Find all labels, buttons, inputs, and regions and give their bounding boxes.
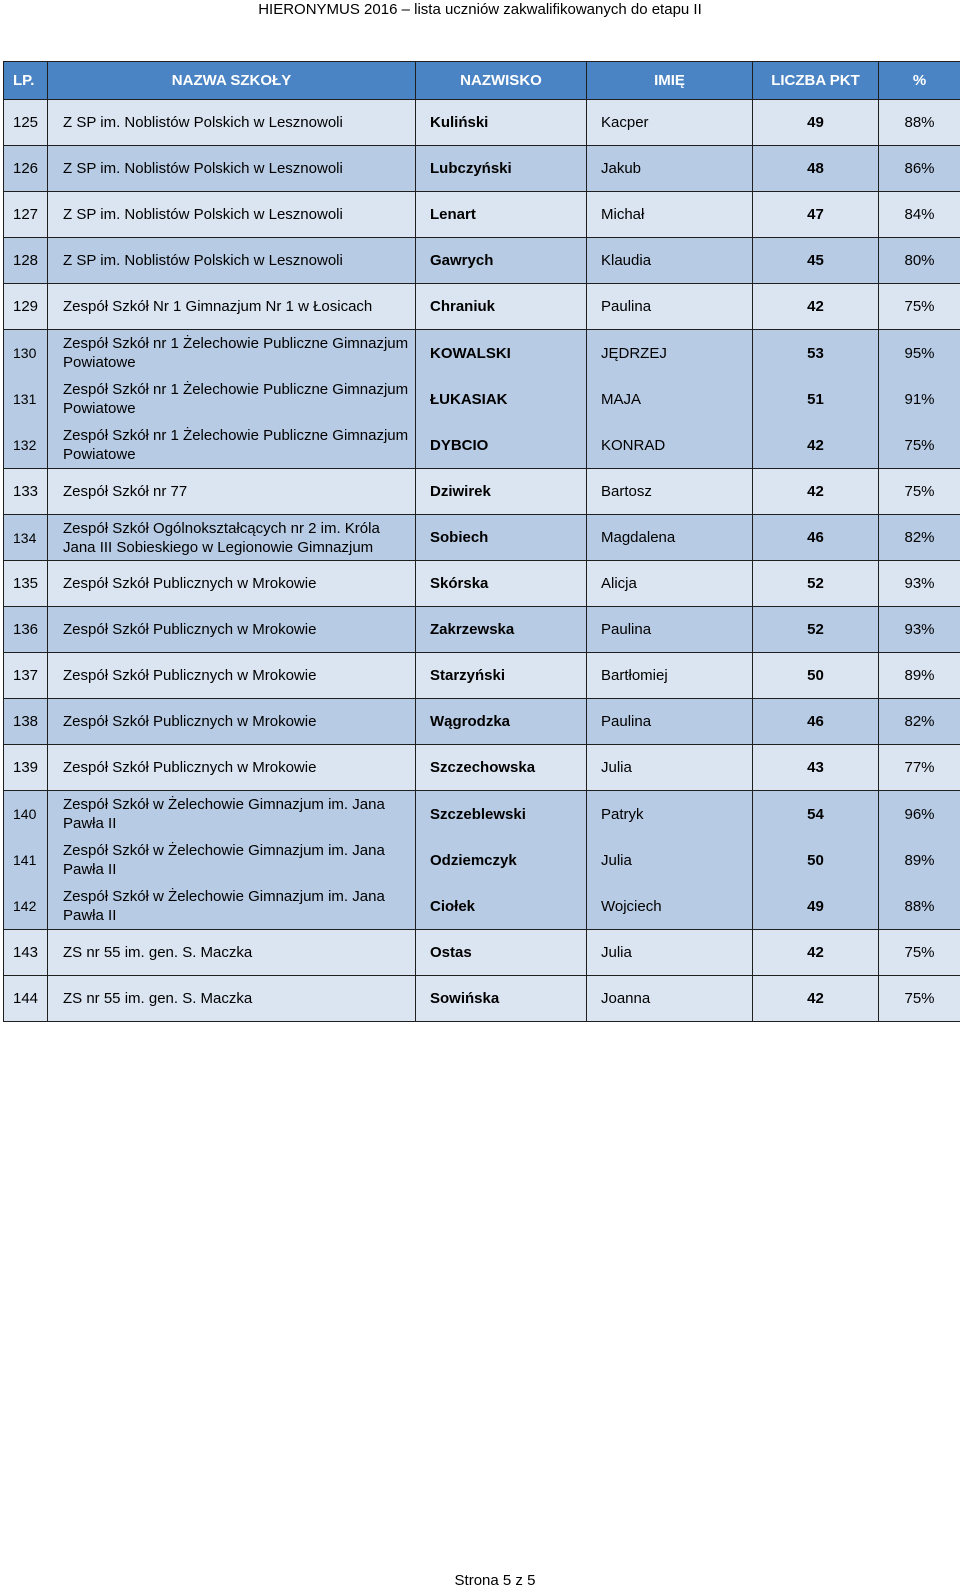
cell-last-name: Dziwirek: [416, 469, 587, 515]
cell-school-group: [48, 330, 416, 469]
cell-lp: 143: [4, 930, 48, 976]
cell-first-name: Bartłomiej: [587, 653, 753, 699]
cell-lp-group: [4, 330, 48, 469]
cell-first-name: Kacper: [587, 100, 753, 146]
cell-first-name: Julia: [587, 745, 753, 791]
cell-points: 46: [753, 699, 879, 745]
table-row: [4, 515, 960, 561]
header-school: NAZWA SZKOŁY: [48, 62, 416, 100]
cell-percent: 82%: [879, 515, 960, 561]
cell-school: Zespół Szkół w Żelechowie Gimnazjum im. Jana Pawła II: [63, 791, 415, 837]
cell-lp: 135: [4, 561, 48, 607]
cell-last-name: Szczechowska: [416, 745, 587, 791]
cell-lp: 134: [4, 515, 48, 561]
cell-last-name: Odziemczyk: [430, 837, 586, 883]
cell-last-name: DYBCIO: [430, 422, 586, 468]
cell-school: ZS nr 55 im. gen. S. Maczka: [48, 930, 416, 976]
cell-school: Zespół Szkół nr 77: [48, 469, 416, 515]
cell-points: 51: [753, 376, 878, 422]
cell-school: Zespół Szkół Publicznych w Mrokowie: [48, 561, 416, 607]
table-row: [4, 284, 960, 330]
cell-school: Zespół Szkół nr 1 Żelechowie Publiczne Gimnazjum Powiatowe: [63, 330, 415, 376]
cell-points: 46: [753, 515, 879, 561]
cell-last-name: Ciołek: [430, 883, 586, 929]
cell-percent: 95%: [879, 330, 960, 376]
cell-percent: 89%: [879, 653, 960, 699]
header-percent: %: [879, 62, 960, 100]
cell-percent: 75%: [879, 976, 960, 1022]
cell-lp: 129: [4, 284, 48, 330]
table-header-row: [4, 62, 960, 100]
table-row-group: [4, 791, 960, 930]
cell-school: Zespół Szkół Publicznych w Mrokowie: [48, 607, 416, 653]
cell-percent: 75%: [879, 284, 960, 330]
cell-points: 42: [753, 930, 879, 976]
cell-last-name: Zakrzewska: [416, 607, 587, 653]
header-points: LICZBA PKT: [753, 62, 879, 100]
cell-points: 50: [753, 837, 878, 883]
cell-school-group: [48, 791, 416, 930]
cell-percent: 80%: [879, 238, 960, 284]
cell-school: Zespół Szkół Publicznych w Mrokowie: [48, 653, 416, 699]
cell-school: Z SP im. Noblistów Polskich w Lesznowoli: [48, 192, 416, 238]
cell-percent: 77%: [879, 745, 960, 791]
cell-lp: 138: [4, 699, 48, 745]
cell-points: 45: [753, 238, 879, 284]
cell-lp: 132: [13, 422, 47, 468]
cell-first-name: Paulina: [587, 699, 753, 745]
header-lp: LP.: [4, 62, 48, 100]
cell-first-name: MAJA: [601, 376, 752, 422]
table-row: [4, 192, 960, 238]
cell-first-name: Joanna: [587, 976, 753, 1022]
cell-school: Z SP im. Noblistów Polskich w Lesznowoli: [48, 238, 416, 284]
cell-last-name: Lenart: [416, 192, 587, 238]
cell-lp: 140: [13, 791, 47, 837]
cell-percent: 88%: [879, 100, 960, 146]
cell-lp: 142: [13, 883, 47, 929]
cell-percent: 88%: [879, 883, 960, 929]
cell-school: Zespół Szkół Nr 1 Gimnazjum Nr 1 w Łosicach: [48, 284, 416, 330]
table-row: [4, 561, 960, 607]
cell-first-name: Paulina: [587, 607, 753, 653]
table-row-group: [4, 330, 960, 469]
cell-points: 53: [753, 330, 878, 376]
cell-percent: 75%: [879, 422, 960, 468]
cell-first-name: Klaudia: [587, 238, 753, 284]
cell-lp-group: [4, 791, 48, 930]
cell-points-group: [753, 791, 879, 930]
table-row: [4, 238, 960, 284]
cell-school: Zespół Szkół Publicznych w Mrokowie: [48, 699, 416, 745]
cell-last-name: Sowińska: [416, 976, 587, 1022]
table-row: [4, 100, 960, 146]
cell-school: Zespół Szkół w Żelechowie Gimnazjum im. Jana Pawła II: [63, 837, 415, 883]
cell-points: 54: [753, 791, 878, 837]
cell-points: 43: [753, 745, 879, 791]
cell-first-name: Wojciech: [601, 883, 752, 929]
cell-lp: 144: [4, 976, 48, 1022]
cell-points: 48: [753, 146, 879, 192]
table-row: [4, 653, 960, 699]
cell-last-name: Starzyński: [416, 653, 587, 699]
cell-last-name: Szczeblewski: [430, 791, 586, 837]
cell-points: 42: [753, 469, 879, 515]
table-row: [4, 607, 960, 653]
cell-points: 52: [753, 561, 879, 607]
cell-points: 42: [753, 976, 879, 1022]
cell-first-name: Julia: [587, 930, 753, 976]
cell-first-name: Michał: [587, 192, 753, 238]
table-row: [4, 930, 960, 976]
cell-last-name: Lubczyński: [416, 146, 587, 192]
table-row: [4, 745, 960, 791]
cell-percent: 96%: [879, 791, 960, 837]
cell-last-name: Gawrych: [416, 238, 587, 284]
document-title: HIERONYMUS 2016 – lista uczniów zakwalifikowanych do etapu II: [0, 0, 960, 22]
table-row: [4, 469, 960, 515]
cell-last-name: KOWALSKI: [430, 330, 586, 376]
cell-first-name: Paulina: [587, 284, 753, 330]
table-row: [4, 146, 960, 192]
cell-school: Zespół Szkół w Żelechowie Gimnazjum im. Jana Pawła II: [63, 883, 415, 929]
cell-lp: 130: [13, 330, 47, 376]
cell-percent: 75%: [879, 469, 960, 515]
cell-percent-group: [879, 791, 960, 930]
cell-percent: 93%: [879, 561, 960, 607]
cell-points: 52: [753, 607, 879, 653]
cell-lp: 133: [4, 469, 48, 515]
cell-first-name: KONRAD: [601, 422, 752, 468]
cell-school: Z SP im. Noblistów Polskich w Lesznowoli: [48, 146, 416, 192]
cell-last-name-group: [416, 330, 587, 469]
cell-school: Zespół Szkół Ogólnokształcących nr 2 im. Króla Jana III Sobieskiego w Legionowie Gimnazjum: [48, 515, 416, 561]
cell-lp: 137: [4, 653, 48, 699]
cell-points: 49: [753, 100, 879, 146]
cell-lp: 127: [4, 192, 48, 238]
cell-first-name: Jakub: [587, 146, 753, 192]
header-last-name: NAZWISKO: [416, 62, 587, 100]
cell-lp: 139: [4, 745, 48, 791]
cell-lp: 125: [4, 100, 48, 146]
cell-points-group: [753, 330, 879, 469]
cell-first-name-group: [587, 330, 753, 469]
cell-school: Zespół Szkół Publicznych w Mrokowie: [48, 745, 416, 791]
cell-last-name: Ostas: [416, 930, 587, 976]
cell-last-name-group: [416, 791, 587, 930]
table-row: [4, 699, 960, 745]
cell-points: 50: [753, 653, 879, 699]
cell-points: 49: [753, 883, 878, 929]
cell-school: Z SP im. Noblistów Polskich w Lesznowoli: [48, 100, 416, 146]
cell-last-name: Wągrodzka: [416, 699, 587, 745]
cell-lp: 131: [13, 376, 47, 422]
cell-percent: 93%: [879, 607, 960, 653]
cell-last-name: ŁUKASIAK: [430, 376, 586, 422]
cell-last-name: Kuliński: [416, 100, 587, 146]
cell-school: Zespół Szkół nr 1 Żelechowie Publiczne Gimnazjum Powiatowe: [63, 376, 415, 422]
cell-school: Zespół Szkół nr 1 Żelechowie Publiczne Gimnazjum Powiatowe: [63, 422, 415, 468]
cell-first-name-group: [587, 791, 753, 930]
cell-lp: 126: [4, 146, 48, 192]
cell-points: 47: [753, 192, 879, 238]
cell-percent-group: [879, 330, 960, 469]
page-number: Strona 5 z 5: [0, 1572, 960, 1590]
cell-points: 42: [753, 284, 879, 330]
header-first-name: IMIĘ: [587, 62, 753, 100]
cell-school: ZS nr 55 im. gen. S. Maczka: [48, 976, 416, 1022]
cell-lp: 141: [13, 837, 47, 883]
cell-lp: 136: [4, 607, 48, 653]
qualified-students-table: [3, 61, 960, 1022]
cell-first-name: Patryk: [601, 791, 752, 837]
cell-percent: 91%: [879, 376, 960, 422]
cell-percent: 84%: [879, 192, 960, 238]
cell-first-name: Magdalena: [587, 515, 753, 561]
cell-first-name: JĘDRZEJ: [601, 330, 752, 376]
cell-first-name: Julia: [601, 837, 752, 883]
cell-percent: 75%: [879, 930, 960, 976]
cell-last-name: Sobiech: [416, 515, 587, 561]
cell-last-name: Chraniuk: [416, 284, 587, 330]
cell-percent: 89%: [879, 837, 960, 883]
cell-first-name: Alicja: [587, 561, 753, 607]
cell-lp: 128: [4, 238, 48, 284]
cell-percent: 86%: [879, 146, 960, 192]
table-row: [4, 976, 960, 1022]
cell-first-name: Bartosz: [587, 469, 753, 515]
cell-points: 42: [753, 422, 878, 468]
cell-percent: 82%: [879, 699, 960, 745]
cell-last-name: Skórska: [416, 561, 587, 607]
